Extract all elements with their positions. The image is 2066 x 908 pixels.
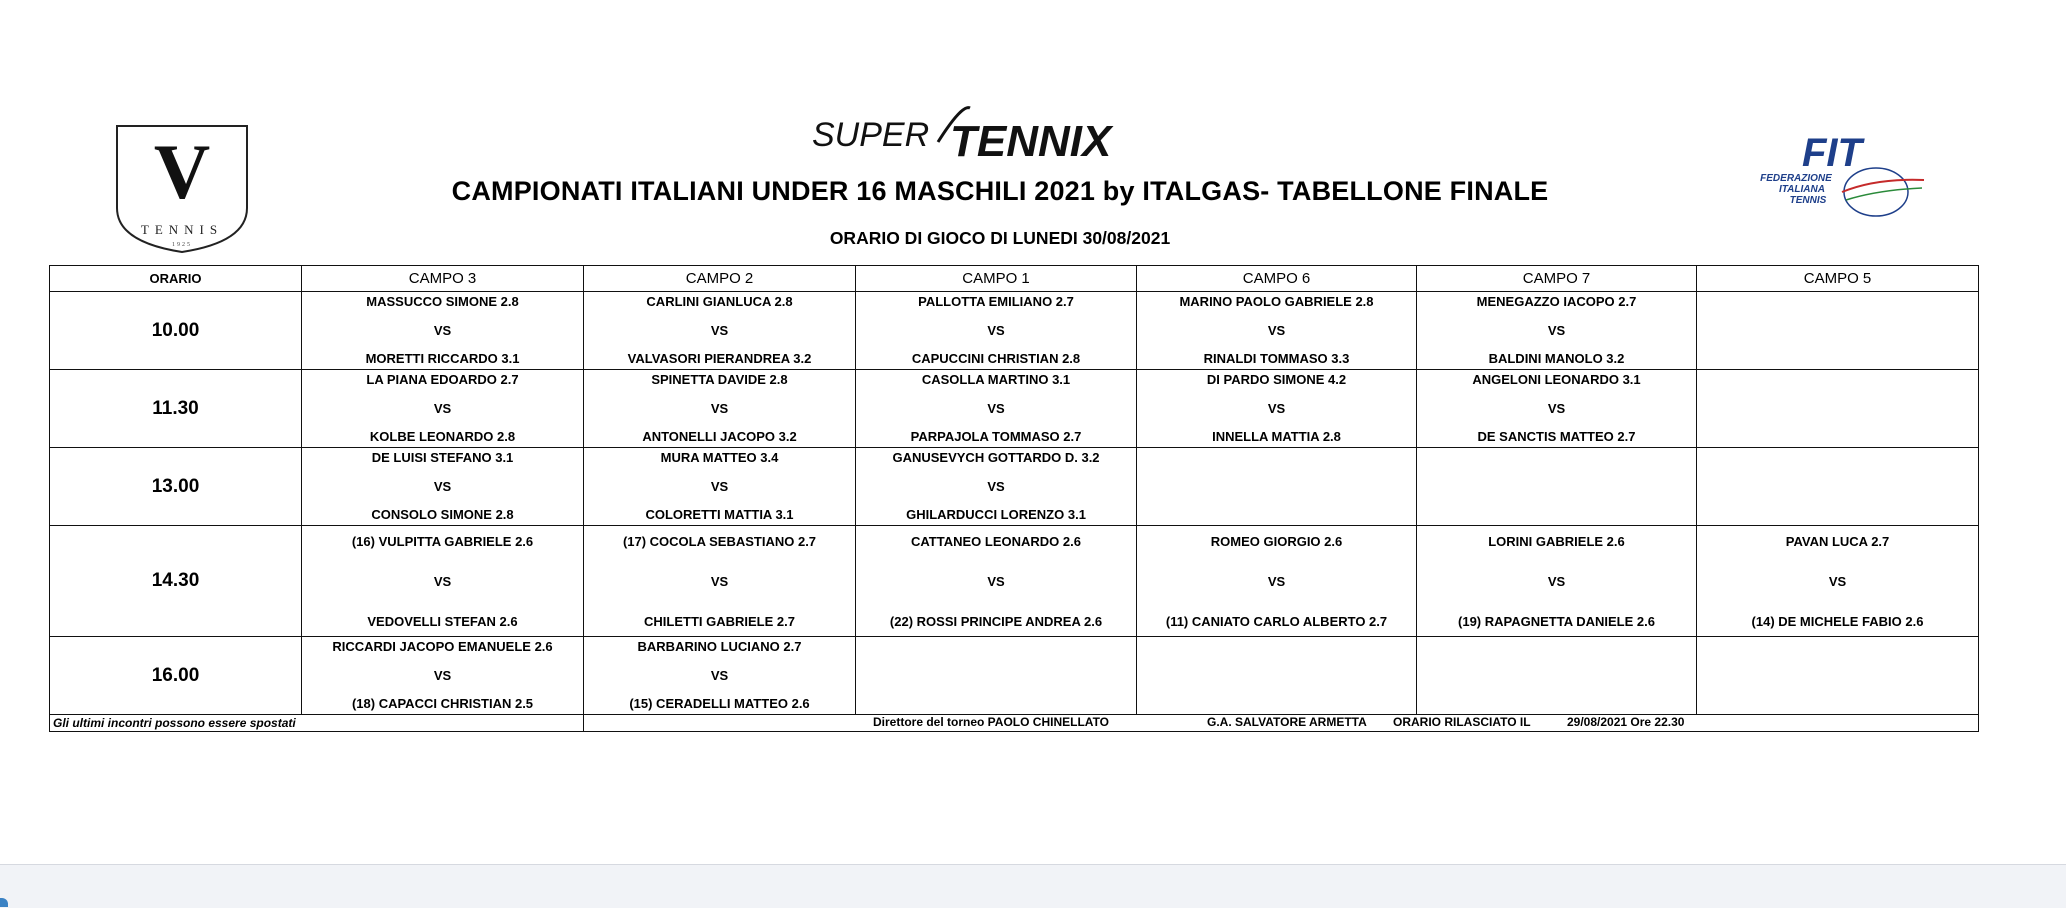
- time-cell: 16.00: [50, 637, 302, 715]
- versus-label: VS: [1267, 400, 1286, 416]
- bottom-scrollbar-area: [0, 864, 2066, 908]
- versus-label: VS: [1828, 574, 1847, 590]
- versus-label: VS: [710, 400, 729, 416]
- player-two: GHILARDUCCI LORENZO 3.1: [906, 507, 1086, 523]
- footer-note: Gli ultimi incontri possono essere spostati: [50, 715, 584, 732]
- player-two: KOLBE LEONARDO 2.8: [369, 429, 516, 445]
- versus-label: VS: [710, 667, 729, 683]
- match-cell: [302, 526, 584, 637]
- player-one: LORINI GABRIELE 2.6: [1488, 534, 1625, 549]
- player-two: PARPAJOLA TOMMASO 2.7: [910, 429, 1082, 445]
- versus-label: VS: [987, 400, 1005, 416]
- versus-label: VS: [433, 667, 452, 683]
- header-campo: CAMPO 7: [1417, 266, 1697, 292]
- match-cell: [856, 526, 1137, 637]
- versus-label: VS: [433, 400, 452, 416]
- schedule-row: [50, 526, 1979, 637]
- footer-released: ORARIO RILASCIATO IL: [1393, 715, 1531, 729]
- versus-label: VS: [1267, 574, 1286, 590]
- versus-label: VS: [987, 478, 1005, 494]
- player-one: DI PARDO SIMONE 4.2: [1206, 372, 1347, 387]
- match-cell: [856, 292, 1137, 370]
- fit-text: FIT: [1802, 131, 1862, 175]
- player-one: (17) COCOLA SEBASTIANO 2.7: [622, 534, 817, 549]
- match-cell: [1137, 448, 1417, 526]
- match-cell: [584, 526, 856, 637]
- match-cell: [584, 448, 856, 526]
- player-one: PALLOTTA EMILIANO 2.7: [918, 294, 1074, 309]
- versus-label: VS: [1547, 574, 1566, 590]
- versus-label: VS: [433, 478, 452, 494]
- schedule-subtitle: ORARIO DI GIOCO DI LUNEDI 30/08/2021: [829, 228, 1171, 248]
- page-title: CAMPIONATI ITALIANI UNDER 16 MASCHILI 2021 by ITALGAS- TABELLONE FINALE: [451, 176, 1549, 206]
- player-two: VEDOVELLI STEFAN 2.6: [367, 614, 518, 630]
- versus-label: VS: [987, 322, 1005, 338]
- player-two: COLORETTI MATTIA 3.1: [645, 507, 794, 523]
- match-cell: [1417, 370, 1697, 448]
- match-cell: [584, 637, 856, 715]
- year-text: 1925: [172, 242, 192, 248]
- header-campo: CAMPO 5: [1697, 266, 1979, 292]
- player-one: (16) VULPITTA GABRIELE 2.6: [351, 534, 534, 549]
- player-one: MENEGAZZO IACOPO 2.7: [1476, 294, 1637, 309]
- schedule-row: [50, 448, 1979, 526]
- player-one: RICCARDI JACOPO EMANUELE 2.6: [332, 639, 553, 654]
- player-one: ANGELONI LEONARDO 3.1: [1472, 372, 1641, 387]
- time-cell: 13.00: [50, 448, 302, 526]
- player-one: GANUSEVYCH GOTTARDO D. 3.2: [892, 450, 1100, 465]
- player-two: (19) RAPAGNETTA DANIELE 2.6: [1458, 614, 1655, 630]
- match-cell: [302, 448, 584, 526]
- versus-label: VS: [433, 322, 452, 338]
- header-campo: CAMPO 6: [1137, 266, 1417, 292]
- versus-label: VS: [1267, 322, 1286, 338]
- versus-label: VS: [710, 574, 729, 590]
- schedule-row: [50, 292, 1979, 370]
- player-one: SPINETTA DAVIDE 2.8: [651, 372, 788, 387]
- player-two: (14) DE MICHELE FABIO 2.6: [1751, 614, 1924, 630]
- versus-label: VS: [710, 478, 729, 494]
- v-letter: V: [153, 128, 211, 215]
- header-row: [50, 266, 1979, 292]
- match-cell: [1697, 370, 1979, 448]
- time-cell: 10.00: [50, 292, 302, 370]
- match-cell: [1417, 448, 1697, 526]
- header-campo: CAMPO 1: [856, 266, 1137, 292]
- supertennix-logo: [812, 102, 1164, 166]
- player-one: CASOLLA MARTINO 3.1: [921, 372, 1071, 387]
- tennix-text: TENNIX: [950, 117, 1112, 166]
- player-two: (22) ROSSI PRINCIPE ANDREA 2.6: [889, 614, 1103, 630]
- match-cell: [1137, 292, 1417, 370]
- player-one: BARBARINO LUCIANO 2.7: [637, 639, 802, 654]
- footer-info: [584, 715, 1979, 732]
- fit-line2: ITALIANA: [1779, 184, 1825, 195]
- match-cell: [302, 637, 584, 715]
- player-one: CATTANEO LEONARDO 2.6: [911, 534, 1081, 549]
- match-cell: [584, 292, 856, 370]
- match-cell: [302, 370, 584, 448]
- footer-date: 29/08/2021 Ore 22.30: [1567, 715, 1685, 729]
- player-two: CHILETTI GABRIELE 2.7: [644, 614, 795, 630]
- player-two: VALVASORI PIERANDREA 3.2: [627, 351, 812, 367]
- player-two: (18) CAPACCI CHRISTIAN 2.5: [351, 696, 534, 712]
- versus-label: VS: [1547, 400, 1566, 416]
- footer-row: [50, 715, 1979, 732]
- player-two: INNELLA MATTIA 2.8: [1212, 429, 1341, 445]
- match-cell: [856, 448, 1137, 526]
- super-text: SUPER: [812, 116, 930, 154]
- player-one: MASSUCCO SIMONE 2.8: [366, 294, 519, 309]
- match-cell: [1697, 292, 1979, 370]
- time-cell: 14.30: [50, 526, 302, 637]
- player-one: ROMEO GIORGIO 2.6: [1210, 534, 1343, 549]
- schedule-row: [50, 637, 1979, 715]
- tennis-text: TENNIS: [140, 222, 224, 237]
- player-two: ANTONELLI JACOPO 3.2: [642, 429, 797, 445]
- player-two: (15) CERADELLI MATTEO 2.6: [629, 696, 810, 712]
- time-cell: 11.30: [50, 370, 302, 448]
- player-two: CAPUCCINI CHRISTIAN 2.8: [911, 351, 1081, 367]
- match-cell: [856, 370, 1137, 448]
- match-cell: [856, 637, 1137, 715]
- match-cell: [584, 370, 856, 448]
- player-two: MORETTI RICCARDO 3.1: [365, 351, 520, 367]
- versus-label: VS: [1547, 322, 1566, 338]
- player-one: DE LUISI STEFANO 3.1: [371, 450, 514, 465]
- match-cell: [1137, 526, 1417, 637]
- player-two: BALDINI MANOLO 3.2: [1488, 351, 1625, 367]
- footer-ga: G.A. SALVATORE ARMETTA: [1207, 715, 1367, 729]
- match-cell: [1697, 526, 1979, 637]
- match-cell: [1697, 637, 1979, 715]
- match-cell: [1137, 637, 1417, 715]
- header-campo: CAMPO 2: [584, 266, 856, 292]
- player-one: MARINO PAOLO GABRIELE 2.8: [1179, 294, 1374, 309]
- match-cell: [1417, 526, 1697, 637]
- player-one: LA PIANA EDOARDO 2.7: [366, 372, 519, 387]
- player-two: CONSOLO SIMONE 2.8: [371, 507, 514, 523]
- fit-line1: FEDERAZIONE: [1760, 173, 1832, 184]
- footer-director: Direttore del torneo PAOLO CHINELLATO: [873, 715, 1110, 729]
- player-one: CARLINI GIANLUCA 2.8: [646, 294, 793, 309]
- versus-label: VS: [710, 322, 729, 338]
- schedule-row: [50, 370, 1979, 448]
- match-cell: [1697, 448, 1979, 526]
- versus-label: VS: [987, 574, 1005, 590]
- header-campo: CAMPO 3: [302, 266, 584, 292]
- match-cell: [302, 292, 584, 370]
- player-one: MURA MATTEO 3.4: [660, 450, 779, 465]
- schedule-table: [49, 265, 1979, 732]
- player-two: RINALDI TOMMASO 3.3: [1203, 351, 1350, 367]
- fit-line3: TENNIS: [1789, 195, 1827, 206]
- match-cell: [1417, 637, 1697, 715]
- player-two: DE SANCTIS MATTEO 2.7: [1477, 429, 1636, 445]
- versus-label: VS: [433, 574, 452, 590]
- player-two: (11) CANIATO CARLO ALBERTO 2.7: [1165, 614, 1388, 630]
- match-cell: [1417, 292, 1697, 370]
- player-one: PAVAN LUCA 2.7: [1785, 534, 1890, 549]
- header-orario: ORARIO: [50, 266, 302, 292]
- match-cell: [1137, 370, 1417, 448]
